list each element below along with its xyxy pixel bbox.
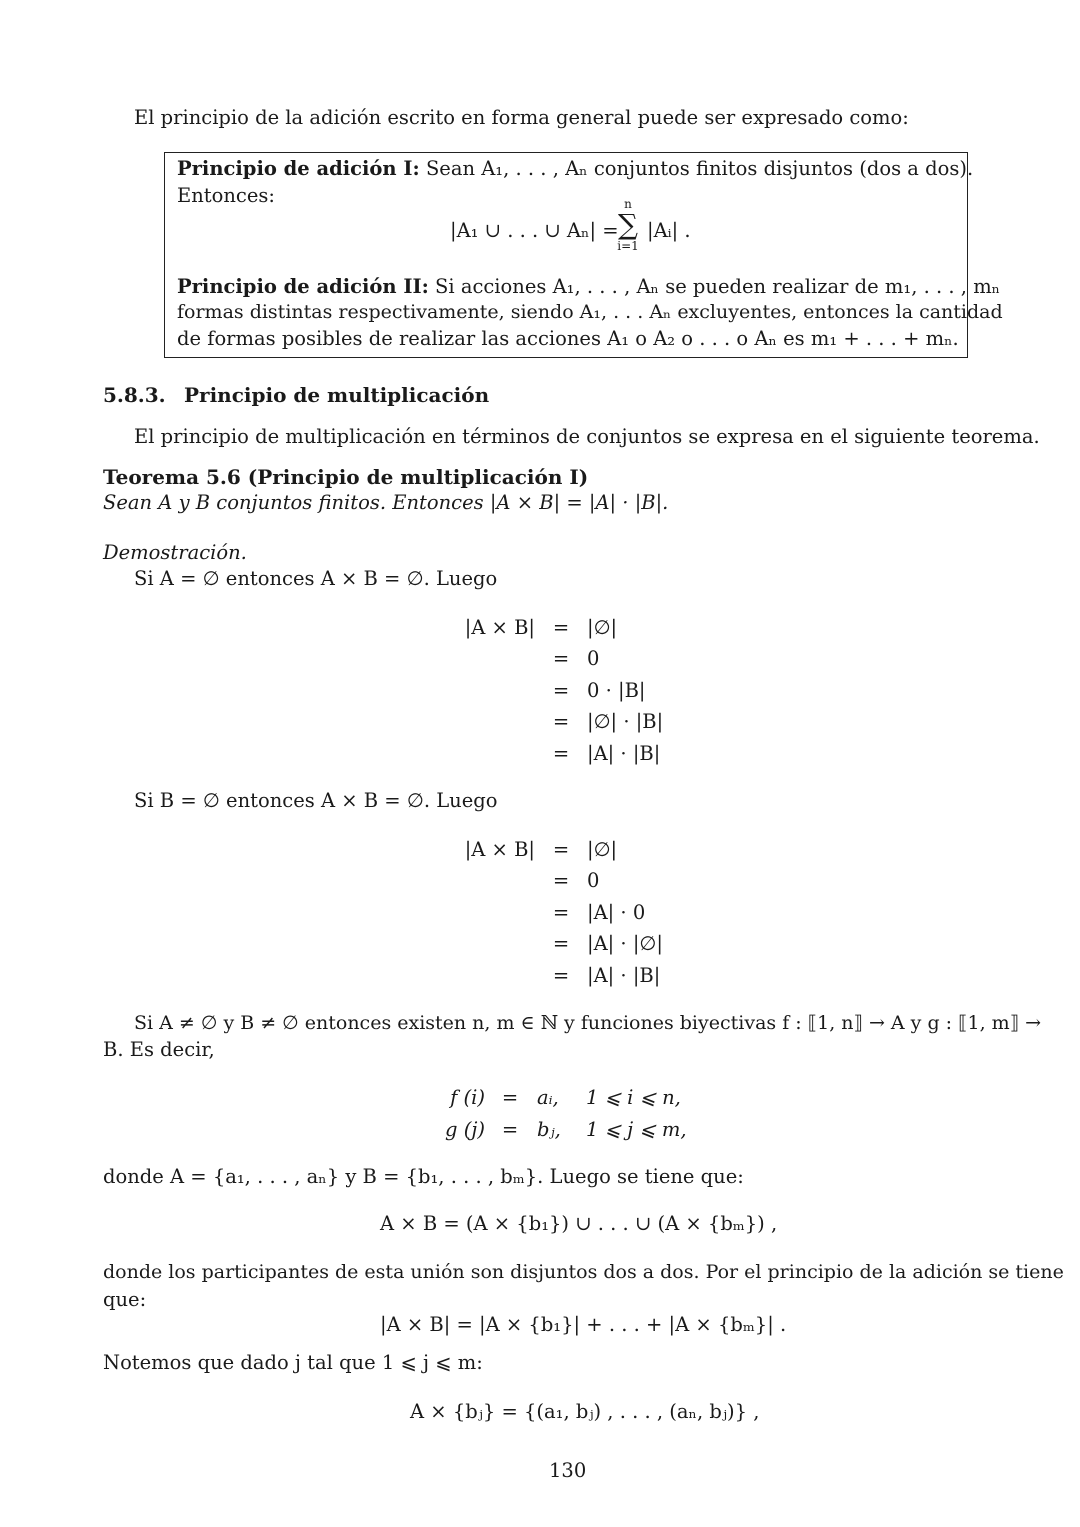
principle-1-formula-lhs: |A₁ ∪ . . . ∪ Aₙ| =: [450, 219, 619, 242]
donde-sets: donde A = {a₁, . . . , aₙ} y B = {b₁, . . . , bₘ}. Luego se tiene que:: [103, 1165, 744, 1188]
equation-union: A × B = (A × {b₁}) ∪ . . . ∪ (A × {bₘ}) ,: [380, 1212, 778, 1235]
page-number: 130: [549, 1459, 587, 1482]
principle-1-formula-rhs: |Aᵢ| .: [647, 219, 691, 242]
func-f-eq: =: [501, 1086, 519, 1109]
section-title: Principio de multiplicación: [184, 383, 490, 407]
section-number: 5.8.3.: [103, 383, 166, 407]
eq2-rhs-2: 0: [587, 869, 600, 892]
principle-1-title: Principio de adición I:: [177, 157, 420, 180]
eq1-rhs-1: |∅|: [587, 616, 618, 639]
eq1-rhs-4: |∅| · |B|: [587, 710, 664, 733]
proof-case-3-line-1: Si A ≠ ∅ y B ≠ ∅ entonces existen n, m ∈ ℕ y funciones biyectivas f : ⟦1, n⟧ → A y g : ⟦1, m⟧ →: [134, 1012, 1042, 1034]
theorem-title: Teorema 5.6 (Principio de multiplicación I): [103, 465, 589, 489]
principle-2-line-1: [177, 275, 1000, 298]
eq2-rhs-5: |A| · |B|: [587, 964, 661, 987]
func-g-lhs: g (j): [445, 1118, 485, 1141]
sum-lower: i=1: [617, 239, 639, 253]
func-f-lhs: f (i): [450, 1086, 485, 1109]
func-g-cond: 1 ⩽ j ⩽ m,: [586, 1118, 687, 1141]
eq1-rhs-2: 0: [587, 647, 600, 670]
proof-case-3-line-2: B. Es decir,: [103, 1038, 215, 1061]
principle-box: [164, 152, 1003, 358]
principle-1-sum: [611, 197, 645, 253]
eq1-rhs-3: 0 · |B|: [587, 679, 646, 702]
principle-1-then: Entonces:: [177, 184, 275, 207]
principle-2-line-3: de formas posibles de realizar las acciones A₁ o A₂ o . . . o Aₙ es m₁ + . . . + mₙ.: [177, 327, 959, 350]
eq1-sign-4: =: [552, 710, 570, 733]
eq2-rhs-1: |∅|: [587, 838, 618, 861]
principle-2-text: Si acciones A₁, . . . , Aₙ se pueden realizar de m₁, . . . , mₙ: [435, 275, 1001, 298]
principle-2-line-2: formas distintas respectivamente, siendo A₁, . . . Aₙ excluyentes, entonces la cantidad: [177, 301, 1003, 323]
eq1-sign-5: =: [552, 742, 570, 765]
equation-last: A × {bⱼ} = {(a₁, bⱼ) , . . . , (aₙ, bⱼ)} ,: [410, 1400, 760, 1423]
func-g-rhs: bⱼ,: [537, 1118, 561, 1141]
intro-text: El principio de la adición escrito en forma general puede ser expresado como:: [134, 106, 909, 129]
eq2-sign-5: =: [552, 964, 570, 987]
principle-1-text: Sean A₁, . . . , Aₙ conjuntos finitos disjuntos (dos a dos).: [425, 157, 974, 180]
eq1-sign-1: =: [552, 616, 570, 639]
eq1-lhs: |A × B|: [464, 616, 535, 639]
principle-2-title: Principio de adición II:: [177, 275, 429, 298]
proof-label: Demostración.: [103, 541, 247, 564]
donde-disjoint-line-2: que:: [103, 1288, 147, 1311]
eq1-rhs-5: |A| · |B|: [587, 742, 661, 765]
equation-cardinality: |A × B| = |A × {b₁}| + . . . + |A × {bₘ}| .: [380, 1313, 787, 1336]
func-f-rhs: aᵢ,: [537, 1086, 559, 1109]
eq2-sign-4: =: [552, 932, 570, 955]
eq2-rhs-3: |A| · 0: [587, 901, 646, 924]
eq1-sign-3: =: [552, 679, 570, 702]
eq2-rhs-4: |A| · |∅|: [587, 932, 663, 955]
section-intro: El principio de multiplicación en términos de conjuntos se expresa en el siguiente teorema.: [134, 425, 1040, 448]
eq2-sign-1: =: [552, 838, 570, 861]
notemos-text: Notemos que dado j tal que 1 ⩽ j ⩽ m:: [103, 1351, 483, 1374]
donde-disjoint-line-1: donde los participantes de esta unión son disjuntos dos a dos. Por el principio de la adición se tiene: [103, 1261, 1064, 1283]
eq2-sign-3: =: [552, 901, 570, 924]
eq1-sign-2: =: [552, 647, 570, 670]
func-f-cond: 1 ⩽ i ⩽ n,: [586, 1086, 681, 1109]
func-g-eq: =: [501, 1118, 519, 1141]
principle-1-line: [177, 157, 973, 180]
sum-upper: n: [624, 197, 632, 211]
sum-symbol: ∑: [618, 208, 638, 241]
proof-case-2: Si B = ∅ entonces A × B = ∅. Luego: [134, 789, 498, 812]
proof-case-1: Si A = ∅ entonces A × B = ∅. Luego: [134, 567, 498, 590]
eq2-lhs: |A × B|: [464, 838, 535, 861]
eq2-sign-2: =: [552, 869, 570, 892]
theorem-statement: Sean A y B conjuntos finitos. Entonces |A × B| = |A| · |B|.: [103, 491, 669, 514]
